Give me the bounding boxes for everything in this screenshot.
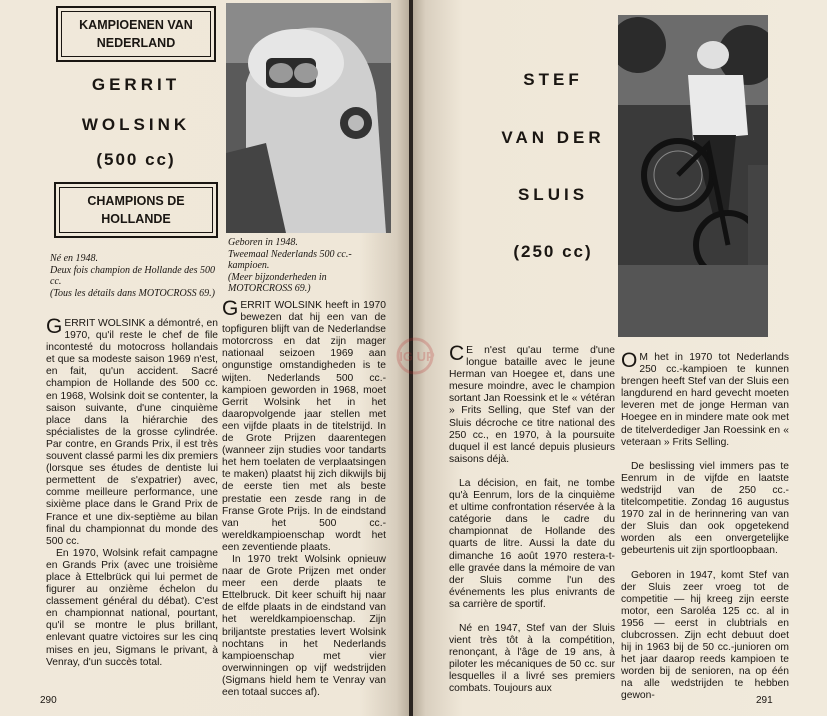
drop-cap: G [222,297,239,320]
paragraph: Geboren in 1947, komt Stef van der Sluis zeer vroeg tot de competitie — hij kreeg zijn eerste motor, een Saroléa 125 cc. al in 1956 — eerst in clubtrials en clubcrossen. Zijn echt debuut doet hij in 1963 bij de 50 cc.-junioren om het jaar daarop reeds kampioen te worden bij de senioren, na op één na alle wedstrijden te hebben gewon- [621,569,789,702]
rider-first-name: GERRIT [91,75,181,94]
rider-first-name: STEF [523,70,583,89]
rider-photo-wolsink [226,3,391,233]
caption-fr [50,253,215,299]
article-fr-column [46,315,218,669]
caption-fr-line: Deux fois champion de Hollande des 500 cc. [50,264,215,287]
watermark-text: IG UP [399,349,435,364]
caption-nl-line: (Meer bijzonderheden in MOTORCROSS 69.) [228,271,327,294]
article-nl-column [621,349,789,703]
rider-last-name: SLUIS [517,185,589,204]
paragraph: M het in 1970 tot Nederlands 250 cc.-kampioen te kunnen brengen heeft Stef van der Sluis een langdurend en hard gevecht moeten leveren met de jonge Herman van Hoegee en in mindere mate ook met de titelverdediger Jan Roessink en « veteraan » Frits Selling. [621,352,789,448]
left-page [0,0,409,716]
caption-nl-line: Geboren in 1948. [228,237,298,248]
page-number: 291 [756,695,773,706]
box-champions-label: CHAMPIONS DE HOLLANDE [59,187,213,233]
rider-photo-van-der-sluis [618,15,768,337]
drop-cap: O [621,349,638,372]
rider-middle-name: VAN DER [501,128,605,147]
right-page [413,0,827,716]
drop-cap: C [449,342,465,365]
box-kampioenen-label: KAMPIOENEN VAN NEDERLAND [61,11,211,57]
paragraph: E n'est qu'au terme d'une longue bataille avec le jeune Herman van Hoegee et, dans une mesure moindre, avec le champion sortant Jan Roessink et le « vétéran » Frits Selling, que Stef van der Sluis décroche ce titre national des 250 cc., en 1970, à la poursuite duquel il est lancé depuis plusieurs saisons déjà. [449,345,615,465]
box-kampioenen [56,6,216,62]
paragraph: ERRIT WOLSINK heeft in 1970 bewezen dat hij een van de topfiguren blijft van de Nederlandse motorcross en dat zijn mager nationaal seizoen 1969 aan ongunstige omstandigheden is te wijten. Nederlands 500 cc.-kampioen geworden in 1968, moet Gerrit Wolsink het in het daaropvolgende jaar stellen met een vijfde plaats in de titelstrijd. In de Grote Prijzen daarentegen (wanneer zijn studies voor tandarts het hem toelaten de verplaatsingen te maken) plaatst hij zich dikwijls bij de eerste tien met als beste prestatie een zesde rang in de Franse Grote Prijs. In de eindstand van het 500 cc.-wereldkampioenschap wordt het een zeventiende plaats. [222,300,386,553]
paragraph: In 1970 trekt Wolsink opnieuw naar de Grote Prijzen met onder meer een derde plaats te Ettelbruck. Dit keer schuift hij naar de elfde plaats in de eindstand van het wereldkampioenschap. Zijn briljantste prestaties levert Wolsink nochtans in het Nederlands kampioenschap met vier overwinningen op vijf wedstrijden (Sigmans hield hem te Venray van een totaal succes af). [222,553,386,698]
drop-cap: G [46,315,63,338]
box-champions [54,182,218,238]
caption-fr-line: Né en 1948. [50,253,99,264]
paragraph: Né en 1947, Stef van der Sluis vient très tôt à la compétition, renonçant, à l'âge de 19 ans, à piloter les mécaniques de 50 cc. sur lesquelles il a livré ses premiers combats. Toujours aux [449,622,615,695]
paragraph: De beslissing viel immers pas te Eenrum in de vijfde en laatste wedstrijd van de 250 cc.-titelcompetitie. Zondag 16 augustus 1970 zal in de herinnering van van der Sluis dan ook opgetekend worden als een onvergetelijke gebeurtenis uit zijn sportloopbaan. [621,460,789,557]
page-number: 290 [40,695,57,706]
article-nl-column [222,297,386,699]
caption-nl [228,237,393,295]
class-label: (500 cc) [96,150,176,169]
paragraph: La décision, en fait, ne tombe qu'à Eenrum, lors de la cinquième et ultime confrontation réservée à la catégorie dans le cadre du championnat de Hollande des quarts de litre. Aussi la date du dimanche 16 août 1970 restera-t-elle gravée dans la mémoire de van der Sluis comme l'un des événements les plus enivrants de sa carrière de sportif. [449,477,615,610]
class-label: (250 cc) [513,242,593,261]
paragraph: ERRIT WOLSINK a démontré, en 1970, qu'il reste le chef de file incontesté du motocross hollandais et que sa modeste saison 1969 n'est, en fait, qu'un accident. Sacré champion de Hollande des 500 cc. en 1968, Wolsink doit se contenter, la saison suivante, d'une cinquième place dans la hiérarchie des spécialistes de la grosse cylindrée. Par contre, en Grands Prix, il est très souvent classé parmi les dix premiers (lorsque ses études de dentiste lui permettent de s'expatrier) avec, comme meilleure performance, une sixième place dans le Grand Prix de France et une dix-septième au bilan final du championnat du monde des 500 cc. [46,318,218,547]
watermark-logo [395,336,441,376]
article-fr-column [449,342,615,696]
rider-last-name: WOLSINK [81,115,191,134]
caption-nl-line: Tweemaal Nederlands 500 cc.-kampioen. [228,248,352,271]
paragraph: En 1970, Wolsink refait campagne en Grands Prix (avec une troisième place à Ettelbrück qui lui permet de figurer au onzième échelon du classement général du débat). C'est en championnat national, pourtant, qu'il se montre le plus brillant, enlevant quatre victoires sur les cinq mises en jeu, Sigmans le privant, à Venray, d'un succès total. [46,547,218,668]
caption-fr-line: (Tous les détails dans MOTOCROSS 69.) [50,287,216,299]
